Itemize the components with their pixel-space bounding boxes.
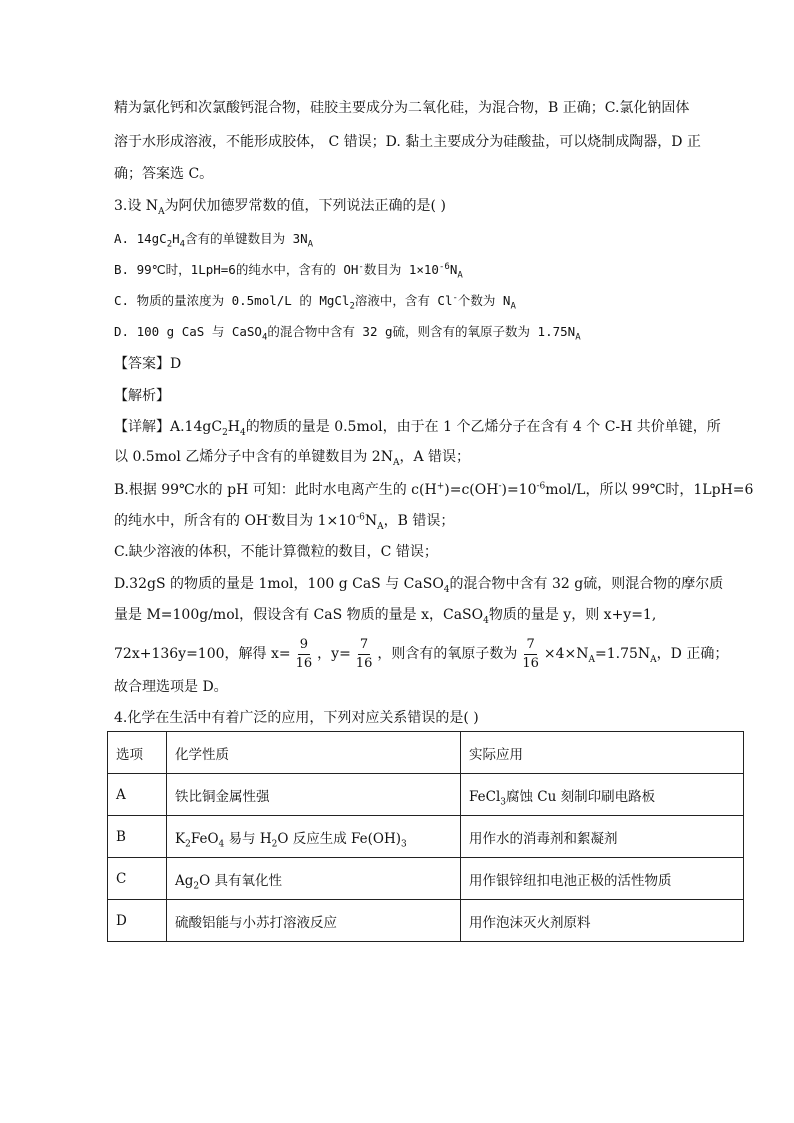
question-3-stem: 3.设 $N_A$为阿伏加德罗常数的值，下列说法正确的是( ) xyxy=(114,198,446,217)
table-row xyxy=(108,858,744,900)
explanation-line: 故合理选项是 D。 xyxy=(114,679,228,695)
analysis-heading: 【解析】 xyxy=(114,388,170,404)
explanation-line: 【详解】$A.14gC_2H_4$的物质的量是 0.5mol，由于在 1 个乙烯分子在含有 4 个 C-H 共价单键，所 xyxy=(114,419,721,438)
explanation-line: 的纯水中，所含有的 OH-数目为 $1\times 10^{-6}N_A$，B 错误； xyxy=(114,512,455,532)
application-cell: FeCl$_3$腐蚀 Cu 刻制印刷电路板 xyxy=(461,774,744,816)
property-cell: $Ag_2O$ 具有氧化性 xyxy=(167,858,461,900)
question-4-table xyxy=(107,731,744,942)
explanation-line: 量是 M=100g/mol，假设含有 CaS 物质的量是 x，CaSO$_4$物质的量是 y，则 x+y=1, xyxy=(114,607,657,626)
option-cell: C xyxy=(108,858,167,900)
table-row xyxy=(108,816,744,858)
text-line: 精为氯化钙和次氯酸钙混合物，硅胶主要成分为二氧化硅，为混合物，B 正确；C.氯化钠固体 xyxy=(114,100,690,116)
text-line: 溶于水形成溶液，不能形成胶体， C 错误；D. 黏土主要成分为硅酸盐，可以烧制成陶器，D 正 xyxy=(114,134,701,150)
table-header-row xyxy=(108,732,744,774)
table-header-cell: 化学性质 xyxy=(167,732,461,774)
explanation-line: B.根据 99℃水的 pH 可知：此时水电离产生的 $c(H^+)=c(OH^-)=10^{-6}mol/L$，所以 99℃时，1LpH=6 xyxy=(114,481,754,498)
option-cell: D xyxy=(108,900,167,942)
table-header-cell: 选项 xyxy=(108,732,167,774)
answer-line: 【答案】D xyxy=(114,356,182,372)
fraction: $\frac{7}{16}$ xyxy=(355,636,373,671)
option-cell: A xyxy=(108,774,167,816)
text-line: 确；答案选 C。 xyxy=(114,166,214,182)
application-cell: 用作银锌纽扣电池正极的活性物质 xyxy=(461,858,744,900)
option-cell: B xyxy=(108,816,167,858)
option-b: B. 99℃时，1LpH=6的纯水中，含有的 OH-数目为 $1\times 10^{-6}N_A$ xyxy=(114,261,463,281)
property-cell: $K_2FeO_4$ 易与 $H_2O$ 反应生成 $Fe(OH)_3$ xyxy=(167,816,461,858)
option-d: D. 100 g CaS 与 CaSO$_4$的混合物中含有 32 g硫，则含有的氧原子数为 $1.75N_A$ xyxy=(114,324,581,343)
application-cell: 用作泡沫灭火剂原料 xyxy=(461,900,744,942)
property-cell: 硫酸铝能与小苏打溶液反应 xyxy=(167,900,461,942)
explanation-line: 以 0.5mol 乙烯分子中含有的单键数目为 $2N_A$，A 错误； xyxy=(114,449,471,468)
question-4-stem: 4.化学在生活中有着广泛的应用，下列对应关系错误的是( ) xyxy=(114,710,479,726)
table-header-cell: 实际应用 xyxy=(461,732,744,774)
property-cell: 铁比铜金属性强 xyxy=(167,774,461,816)
explanation-line: D.32gS 的物质的量是 1mol，100 g CaS 与 CaSO$_4$的混合物中含有 32 g硫，则混合物的摩尔质 xyxy=(114,576,724,595)
explanation-line: C.缺少溶液的体积，不能计算微粒的数目，C 错误； xyxy=(114,544,438,560)
table-row xyxy=(108,774,744,816)
fraction: $\frac{9}{16}$ xyxy=(295,636,313,671)
option-c: C. 物质的量浓度为 0.5mol/L 的 MgCl$_2$溶液中，含有 Cl-个数为 $N_A$ xyxy=(114,292,516,312)
table-row xyxy=(108,900,744,942)
fraction: $\frac{7}{16}$ xyxy=(522,636,539,671)
option-a: A. $14gC_2H_4$含有的单键数目为 $3N_A$ xyxy=(114,231,314,250)
explanation-line-fractions: 72x+136y=100，解得 x= $\frac{9}{16}$ ，y= $\frac{7}{16}$ ，则含有的氧原子数为 $\frac{7}{16}$ $\times 4\times N_A=1.75N_A$，D 正确； xyxy=(114,636,729,671)
application-cell: 用作水的消毒剂和絮凝剂 xyxy=(461,816,744,858)
